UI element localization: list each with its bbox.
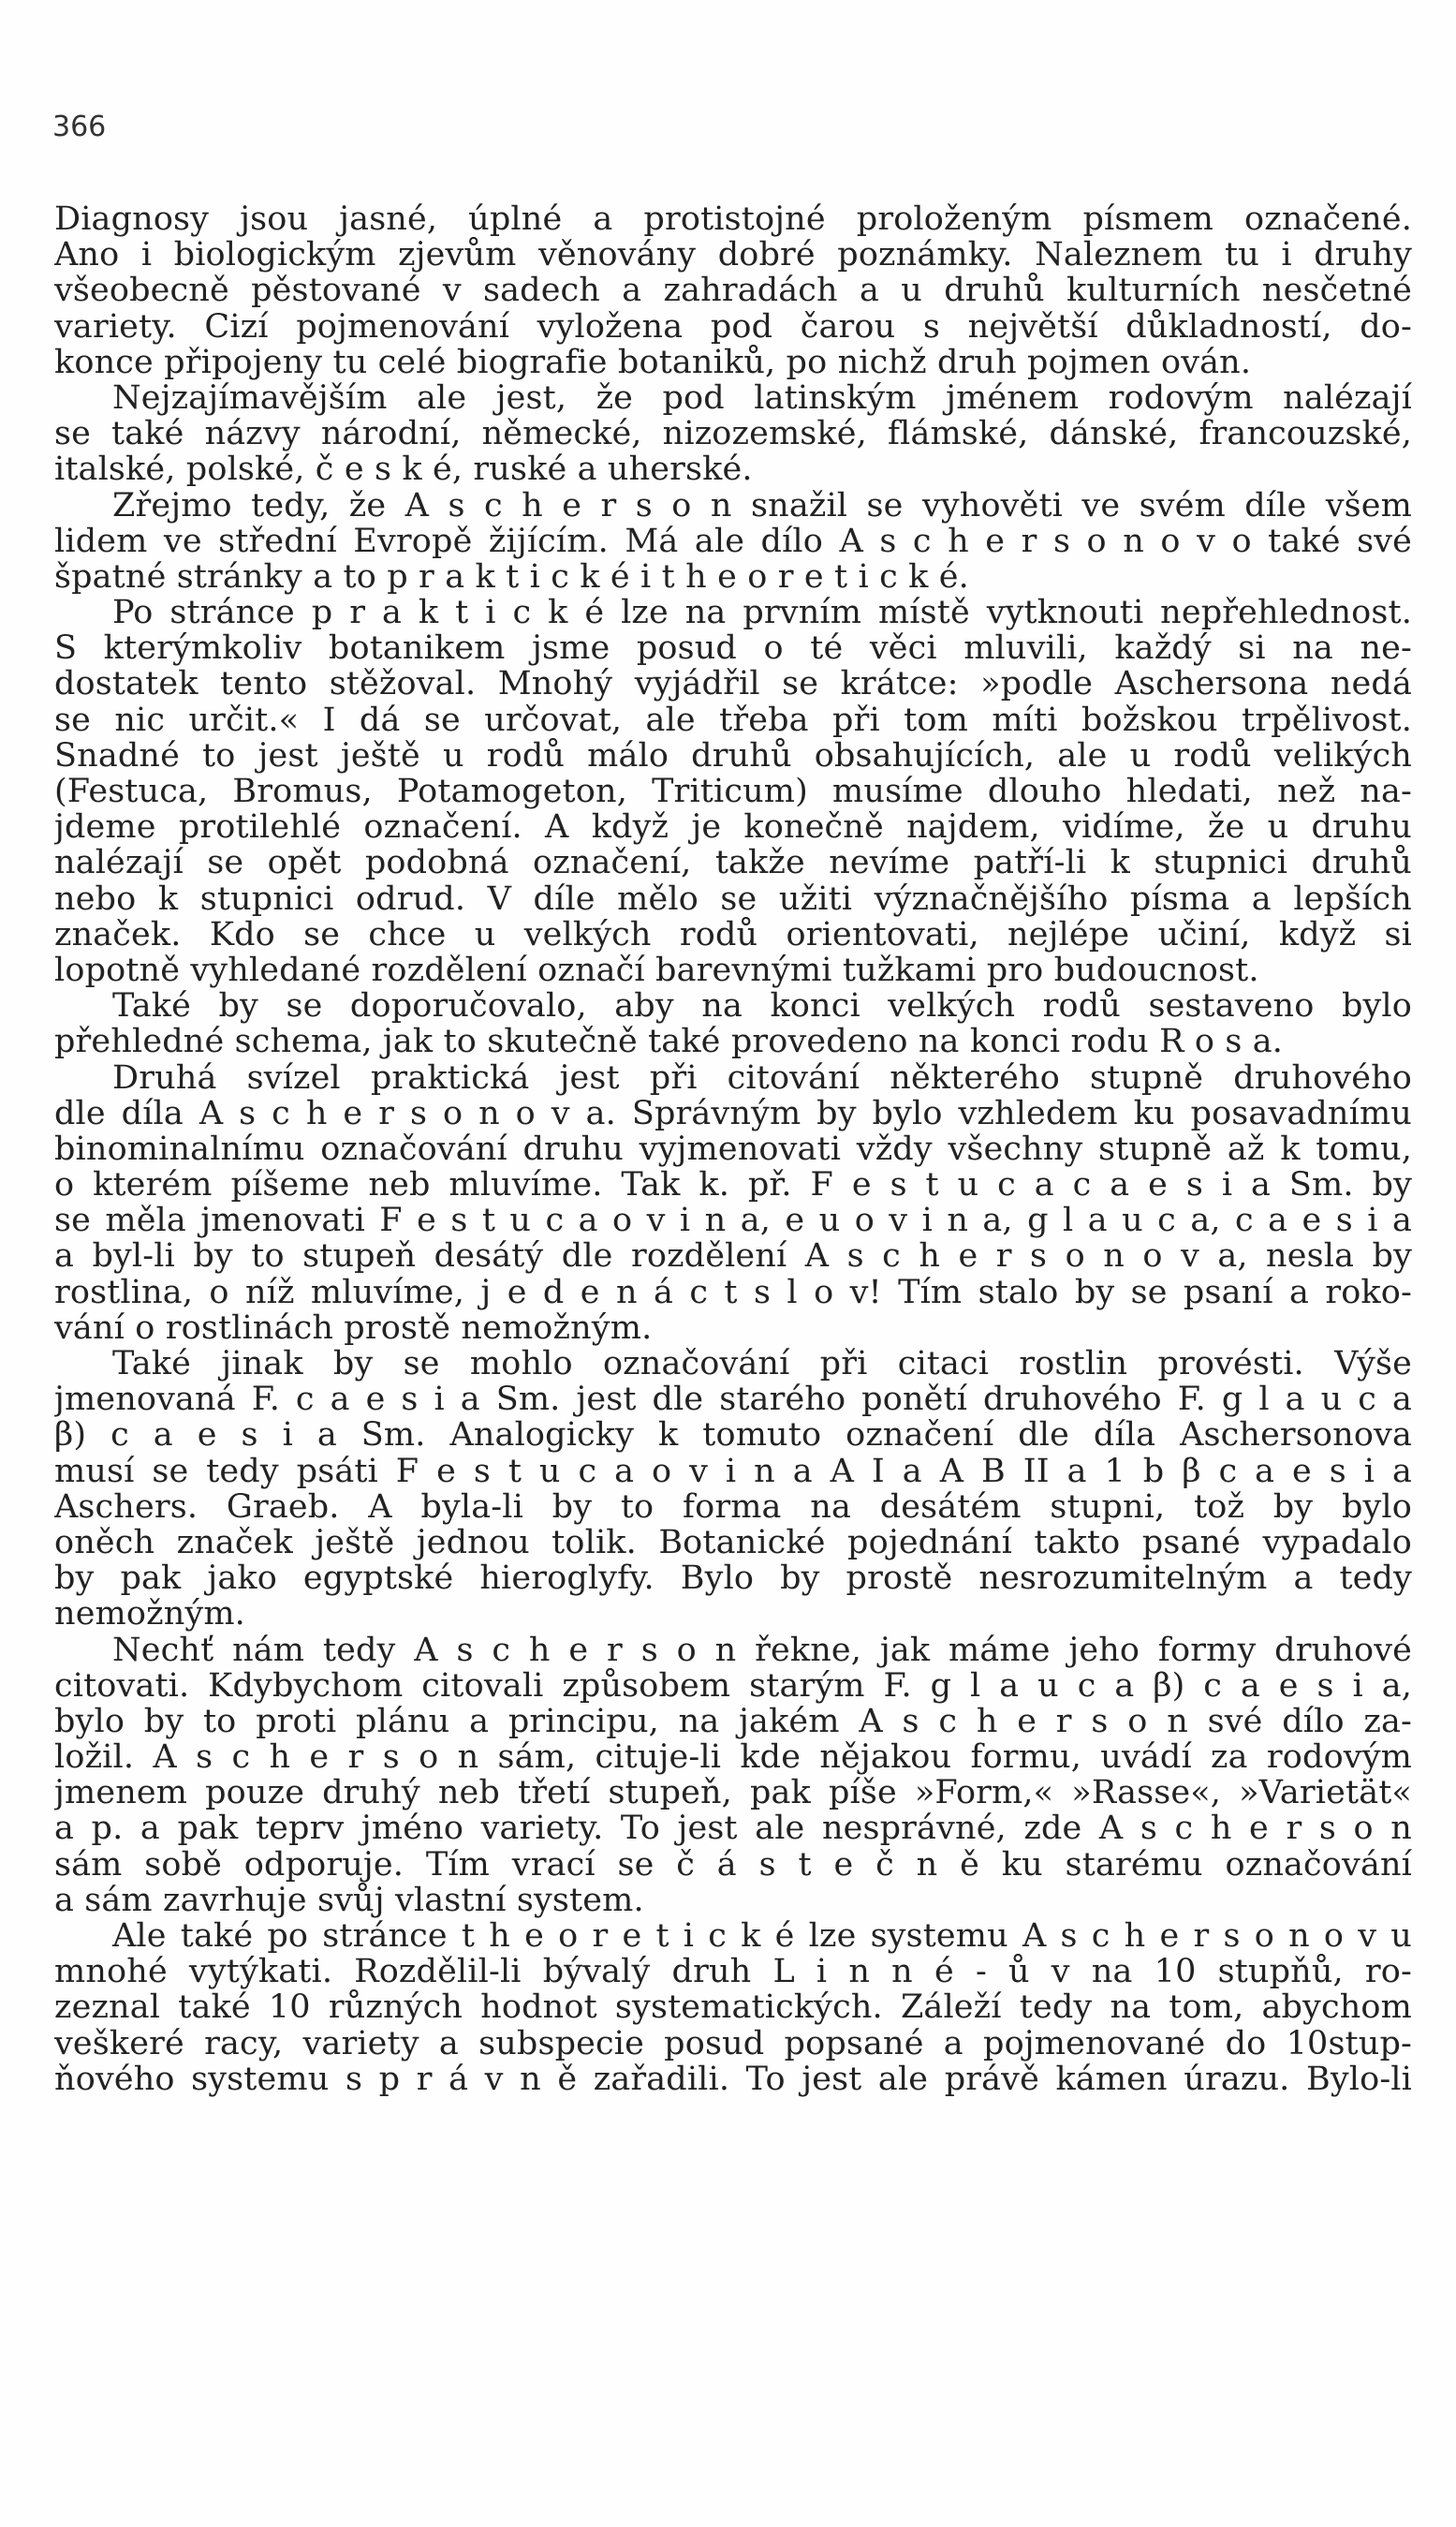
text-line: musí se tedy psáti F e s t u c a o v i n a A I a A B II a 1 b β c a e s i a (54, 1453, 1412, 1489)
text-line: jmenovaná F. c a e s i a Sm. jest dle starého ponětí druhového F. g l a u c a (54, 1382, 1412, 1418)
text-line: jdeme protilehlé označení. A když je konečně najdem, vidíme, že u druhu (54, 809, 1412, 846)
text-line: variety. Cizí pojmenování vyložena pod čarou s největší důkladností, do- (54, 308, 1412, 345)
page-number: 366 (52, 111, 107, 143)
text-line: špatné stránky a to p r a k t i c k é i t h e o r e t i c k é. (54, 558, 969, 596)
text-line: Druhá svízel praktická jest při citování některého stupně druhového (112, 1059, 1412, 1096)
text-line: se nic určit.« I dá se určovat, ale třeba při tom míti božskou trpělivost. (54, 702, 1412, 738)
text-line: Také by se doporučovalo, aby na konci velkých rodů sestaveno bylo (112, 988, 1412, 1025)
text-line: mnohé vytýkati. Rozdělil-li bývalý druh L i n n é - ů v na 10 stupňů, ro- (54, 1954, 1412, 1990)
text-line: dostatek tento stěžoval. Mnohý vyjádřil se krátce: »podle Aschersona nedá (54, 666, 1412, 702)
text-line: (Festuca, Bromus, Potamogeton, Triticum) musíme dlouho hledati, než na- (54, 774, 1412, 810)
body-text (54, 201, 1412, 2097)
text-line: by pak jako egyptské hieroglyfy. Bylo by prostě nesrozumitelným a tedy (54, 1560, 1412, 1597)
text-line: veškeré racy, variety a subspecie posud popsané a pojmenované do 10stup- (54, 2025, 1412, 2062)
text-line: ložil. A s c h e r s o n sám, cituje-li kde nějakou formu, uvádí za rodovým (54, 1739, 1412, 1776)
text-line: citovati. Kdybychom citovali způsobem starým F. g l a u c a β) c a e s i a, (54, 1667, 1412, 1704)
text-line: jmenem pouze druhý neb třetí stupeň, pak píše »Form,« »Rasse«, »Varietät« (54, 1775, 1412, 1811)
text-line: lopotně vyhledané rozdělení označí barevnými tužkami pro budoucnost. (54, 952, 1259, 989)
text-line: a sám zavrhuje svůj vlastní system. (54, 1882, 644, 1918)
text-line: konce připojeny tu celé biografie botaniků, po nichž druh pojmen ován. (54, 344, 1252, 380)
text-line: zeznal také 10 různých hodnot systematických. Záleží tedy na tom, abychom (54, 1989, 1412, 2026)
text-line: lidem ve střední Evropě žijícím. Má ale dílo A s c h e r s o n o v o také své (54, 523, 1412, 559)
text-line: β) c a e s i a Sm. Analogicky k tomuto označení dle díla Aschersonova (54, 1417, 1412, 1454)
text-line: nemožným. (54, 1596, 245, 1633)
text-line: ňového systemu s p r á v n ě zařadili. To jest ale právě kámen úrazu. Bylo-li (54, 2061, 1412, 2097)
text-line: vání o rostlinách prostě nemožným. (54, 1309, 653, 1346)
text-line: Ale také po stránce t h e o r e t i c k é lze systemu A s c h e r s o n o v u (112, 1918, 1412, 1955)
text-line: a p. a pak teprv jméno variety. To jest ale nesprávné, zde A s c h e r s o n (54, 1810, 1412, 1847)
text-line: bylo by to proti plánu a principu, na jakém A s c h e r s o n své dílo za- (54, 1703, 1412, 1740)
text-line: rostlina, o níž mluvíme, j e d e n á c t s l o v! Tím stalo by se psaní a roko- (54, 1274, 1412, 1310)
text-line: Zřejmo tedy, že A s c h e r s o n snažil se vyhověti ve svém díle všem (112, 487, 1412, 524)
text-line: S kterýmkoliv botanikem jsme posud o té věci mluvili, každý si na ne- (54, 630, 1412, 667)
text-line: oněch značek ještě jednou tolik. Botanické pojednání takto psané vypadalo (54, 1524, 1412, 1561)
text-line: o kterém píšeme neb mluvíme. Tak k. př. F e s t u c a c a e s i a Sm. by (54, 1167, 1412, 1204)
text-line: všeobecně pěstované v sadech a zahradách a u druhů kulturních nesčetné (54, 273, 1412, 309)
text-line: a byl-li by to stupeň desátý dle rozdělení A s c h e r s o n o v a, nesla by (54, 1238, 1412, 1275)
text-line: přehledné schema, jak to skutečně také provedeno na konci rodu R o s a. (54, 1024, 1284, 1060)
text-line: binominalnímu označování druhu vyjmenovati vždy všechny stupně až k tomu, (54, 1130, 1412, 1168)
text-line: Také jinak by se mohlo označování při citaci rostlin provésti. Výše (112, 1346, 1412, 1382)
text-line: dle díla A s c h e r s o n o v a. Správným by bylo vzhledem ku posavadnímu (54, 1095, 1412, 1131)
text-line: se měla jmenovati F e s t u c a o v i n a, e u o v i n a, g l a u c a, c a e s i a (54, 1203, 1412, 1239)
text-line: italské, polské, č e s k é, ruské a uherské. (54, 451, 753, 488)
text-line: Ano i biologickým zjevům věnovány dobré poznámky. Naleznem tu i druhy (54, 237, 1412, 273)
text-line: Snadné to jest ještě u rodů málo druhů obsahujících, ale u rodů velikých (54, 737, 1412, 774)
text-line: Nejzajímavějším ale jest, že pod latinským jménem rodovým nalézají (112, 379, 1412, 417)
text-line: nebo k stupnici odrud. V díle mělo se užiti význačnějšího písma a lepších (54, 880, 1412, 917)
text-line: značek. Kdo se chce u velkých rodů orientovati, nejlépe učiní, když si (54, 916, 1412, 953)
text-line: Aschers. Graeb. A byla-li by to forma na desátém stupni, tož by bylo (54, 1488, 1412, 1525)
text-line: Po stránce p r a k t i c k é lze na prvním místě vytknouti nepřehlednost. (112, 595, 1412, 631)
text-line: se také názvy národní, německé, nizozemské, flámské, dánské, francouzské, (54, 416, 1412, 452)
text-line: Diagnosy jsou jasné, úplné a protistojné proloženým písmem označené. (54, 201, 1412, 238)
text-line: Nechť nám tedy A s c h e r s o n řekne, jak máme jeho formy druhové (112, 1632, 1412, 1668)
text-line: nalézají se opět podobná označení, takže nevíme patří-li k stupnici druhů (54, 845, 1412, 881)
text-line: sám sobě odporuje. Tím vrací se č á s t e č n ě ku starému označování (54, 1846, 1412, 1883)
